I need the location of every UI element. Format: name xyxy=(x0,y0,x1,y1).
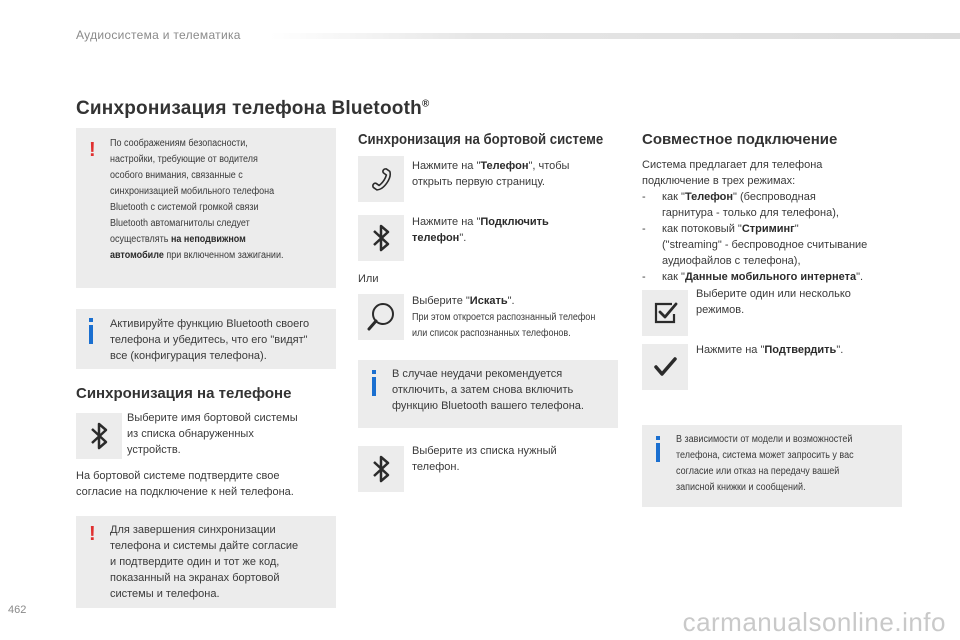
phone-handset-icon xyxy=(358,156,404,202)
watermark: carmanualsonline.info xyxy=(682,607,946,637)
mode-list xyxy=(642,189,942,285)
bluetooth-icon-box xyxy=(358,446,404,492)
section-header: Аудиосистема и телематика xyxy=(76,28,241,42)
warning-text-code: Для завершения синхронизации телефона и системы дайте согласие и подтвердите один и тот же код, показанный на экранах бортовой системы и телефона. xyxy=(110,524,299,600)
exclamation-icon: ! xyxy=(89,139,96,161)
info-text-retry: В случае неудачи рекомендуется отключить, а затем снова включить функцию Bluetooth вашего телефона. xyxy=(392,368,584,412)
info-icon xyxy=(89,318,93,344)
search-icon-box xyxy=(358,294,404,340)
page-title: Синхронизация телефона Bluetooth® xyxy=(76,98,430,119)
system-step2-text: Нажмите на "Подключить телефон". xyxy=(412,216,549,244)
system-step3-note: При этом откроется распознанный телефон или список распознанных телефонов. xyxy=(412,312,596,339)
phone-sync-heading: Синхронизация на телефоне xyxy=(76,385,292,402)
confirm-text: На бортовой системе подтвердите свое согласие на подключение к ней телефона. xyxy=(76,470,294,498)
page-number: 462 xyxy=(8,604,27,616)
exclamation-icon: ! xyxy=(89,523,96,545)
system-sync-heading: Синхронизация на бортовой системе xyxy=(358,131,604,148)
phone-icon-box xyxy=(358,156,404,202)
or-label: Или xyxy=(358,273,379,285)
bluetooth-icon-box xyxy=(358,215,404,261)
info-text-activate: Активируйте функцию Bluetooth своего телефона и убедитесь, что его "видят" все (конфигурация телефона). xyxy=(110,318,310,362)
checkmark-icon xyxy=(642,344,688,390)
right-step1-text: Выберите один или несколько режимов. xyxy=(696,288,851,316)
list-item: - как потоковый "Стриминг" ("streaming" - беспроводное считывание аудиофайлов с телефона), xyxy=(642,223,868,267)
system-step4-text: Выберите из списка нужный телефон. xyxy=(412,445,557,473)
phone-step-text: Выберите имя бортовой системы из списка обнаруженных устройств. xyxy=(127,412,298,456)
bluetooth-icon xyxy=(358,446,404,492)
right-step2-text: Нажмите на "Подтвердить". xyxy=(696,344,844,356)
system-step1-text: Нажмите на "Телефон", чтобы открыть первую страницу. xyxy=(412,160,570,188)
bluetooth-icon xyxy=(358,215,404,261)
system-step3-text: Выберите "Искать". xyxy=(412,295,515,307)
warning-text-safety: По соображениям безопасности, настройки, требующие от водителя особого внимания, связанные с синхронизацией мобильного телефона Bluetooth с системой громкой связи Bluetooth автомагнитолы следует осуществлять на неподвижном автомобиле при включенном зажигании. xyxy=(110,138,284,261)
bluetooth-icon xyxy=(76,413,122,459)
search-magnifier-icon xyxy=(358,294,404,340)
list-item: - как "Телефон" (беспроводная гарнитура - только для телефона), xyxy=(642,191,839,219)
header-bar xyxy=(270,33,960,39)
list-item: - как "Данные мобильного интернета". xyxy=(642,271,864,283)
info-text-phonebook: В зависимости от модели и возможностей телефона, система может запросить у вас согласие или отказ на передачу вашей записной книжки и сообщений. xyxy=(676,434,854,493)
info-icon xyxy=(372,370,376,396)
info-icon xyxy=(656,436,660,462)
checkbox-icon xyxy=(642,290,688,336)
checkbox-icon-box xyxy=(642,290,688,336)
bluetooth-icon-box xyxy=(76,413,122,459)
shared-intro-text: Система предлагает для телефона подключение в трех режимах: xyxy=(642,159,823,187)
shared-connection-heading: Совместное подключение xyxy=(642,131,838,148)
checkmark-icon-box xyxy=(642,344,688,390)
